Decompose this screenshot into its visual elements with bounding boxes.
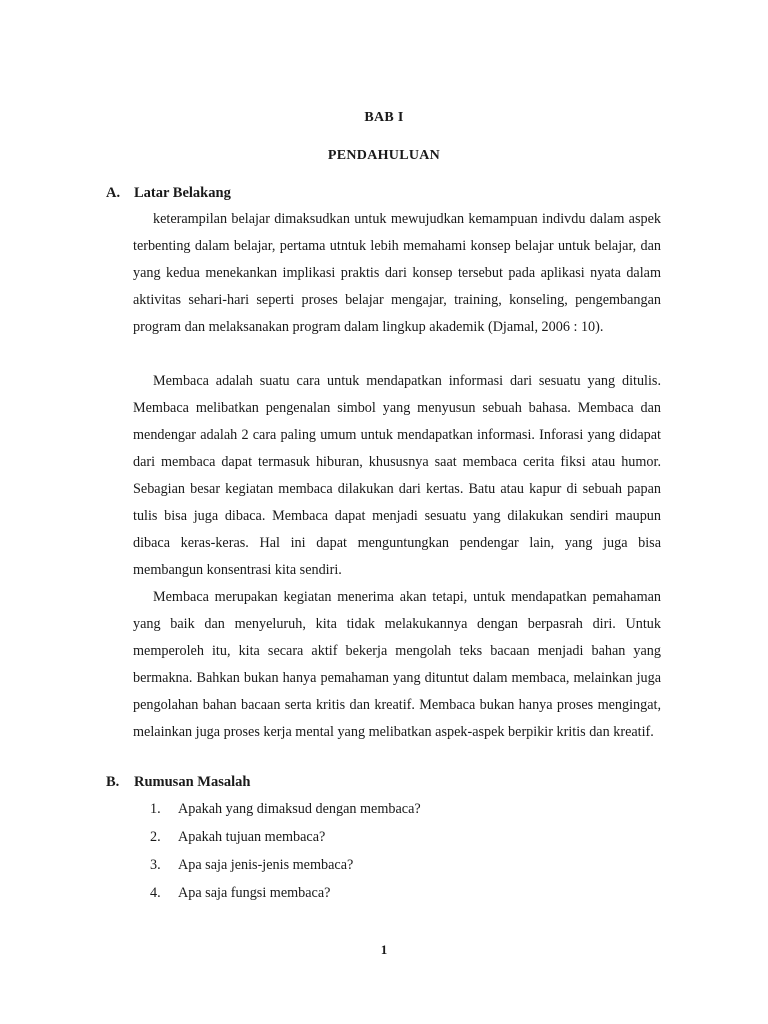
list-item bbox=[150, 823, 421, 851]
list-item-number: 3. bbox=[150, 857, 161, 873]
list-item-number: 2. bbox=[150, 829, 161, 845]
list-item bbox=[150, 795, 421, 823]
chapter-title: PENDAHULUAN bbox=[327, 148, 441, 163]
paragraph-1: keterampilan belajar dimaksudkan untuk mewujudkan kemampuan indivdu dalam aspek terbenting dalam belajar, pertama utntuk lebih memahami konsep belajar untuk belajar, dan yang kedua menekankan implikasi praktis dari konsep tersebut pada aplikasi nyata dalam aktivitas sehari-hari seperti proses belajar mengajar, training, konseling, pengembangan program dan melaksanakan program dalam lingkup akademik (Djamal, 2006 : 10). bbox=[133, 211, 661, 335]
list-item-number: 1. bbox=[150, 801, 161, 817]
paragraph-2: Membaca adalah suatu cara untuk mendapatkan informasi dari sesuatu yang ditulis. Membaca melibatkan pengenalan simbol yang menyusun sebuah bahasa. Membaca dan mendengar adalah 2 cara paling umum untuk mendapatkan informasi. Inforasi yang didapat dari membaca dapat termasuk hiburan, khususnya saat membaca cerita fiksi atau humor. Sebagian besar kegiatan membaca dilakukan dari kertas. Batu atau kapur di sebuah papan tulis bisa juga dibaca. Membaca dapat menjadi sesuatu yang dilakukan sendiri maupun dibaca keras-keras. Hal ini dapat menguntungkan pendengar lain, yang juga bisa membangun konsentrasi kita sendiri. bbox=[133, 373, 661, 578]
section-a-heading bbox=[106, 185, 231, 202]
section-b-letter: B. bbox=[106, 774, 120, 790]
list-item-text: Apa saja jenis-jenis membaca? bbox=[178, 857, 354, 873]
list-item-text: Apakah yang dimaksud dengan membaca? bbox=[178, 801, 421, 817]
chapter-number: BAB I bbox=[364, 110, 404, 125]
list-item bbox=[150, 851, 421, 879]
list-item-text: Apa saja fungsi membaca? bbox=[178, 885, 331, 901]
question-list bbox=[150, 795, 421, 907]
section-a-title: Latar Belakang bbox=[134, 185, 231, 201]
section-b-heading bbox=[106, 774, 250, 791]
page-number: 1 bbox=[380, 942, 388, 957]
section-b-title: Rumusan Masalah bbox=[134, 774, 251, 790]
list-item-number: 4. bbox=[150, 885, 161, 901]
section-a-letter: A. bbox=[106, 185, 121, 201]
list-item bbox=[150, 879, 421, 907]
paragraph-3: Membaca merupakan kegiatan menerima akan tetapi, untuk mendapatkan pemahaman yang baik dan menyeluruh, kita tidak melakukannya dengan berpasrah diri. Untuk memperoleh itu, kita secara aktif bekerja mengolah teks bacaan menjadi bahan yang bermakna. Bahkan bukan hanya pemahaman yang dituntut dalam membaca, melainkan juga pengolahan bahan bacaan serta kritis dan kreatif. Membaca bukan hanya proses mengingat, melainkan juga proses kerja mental yang melibatkan aspek-aspek berpikir kritis dan kreatif. bbox=[133, 589, 661, 740]
list-item-text: Apakah tujuan membaca? bbox=[178, 829, 326, 845]
